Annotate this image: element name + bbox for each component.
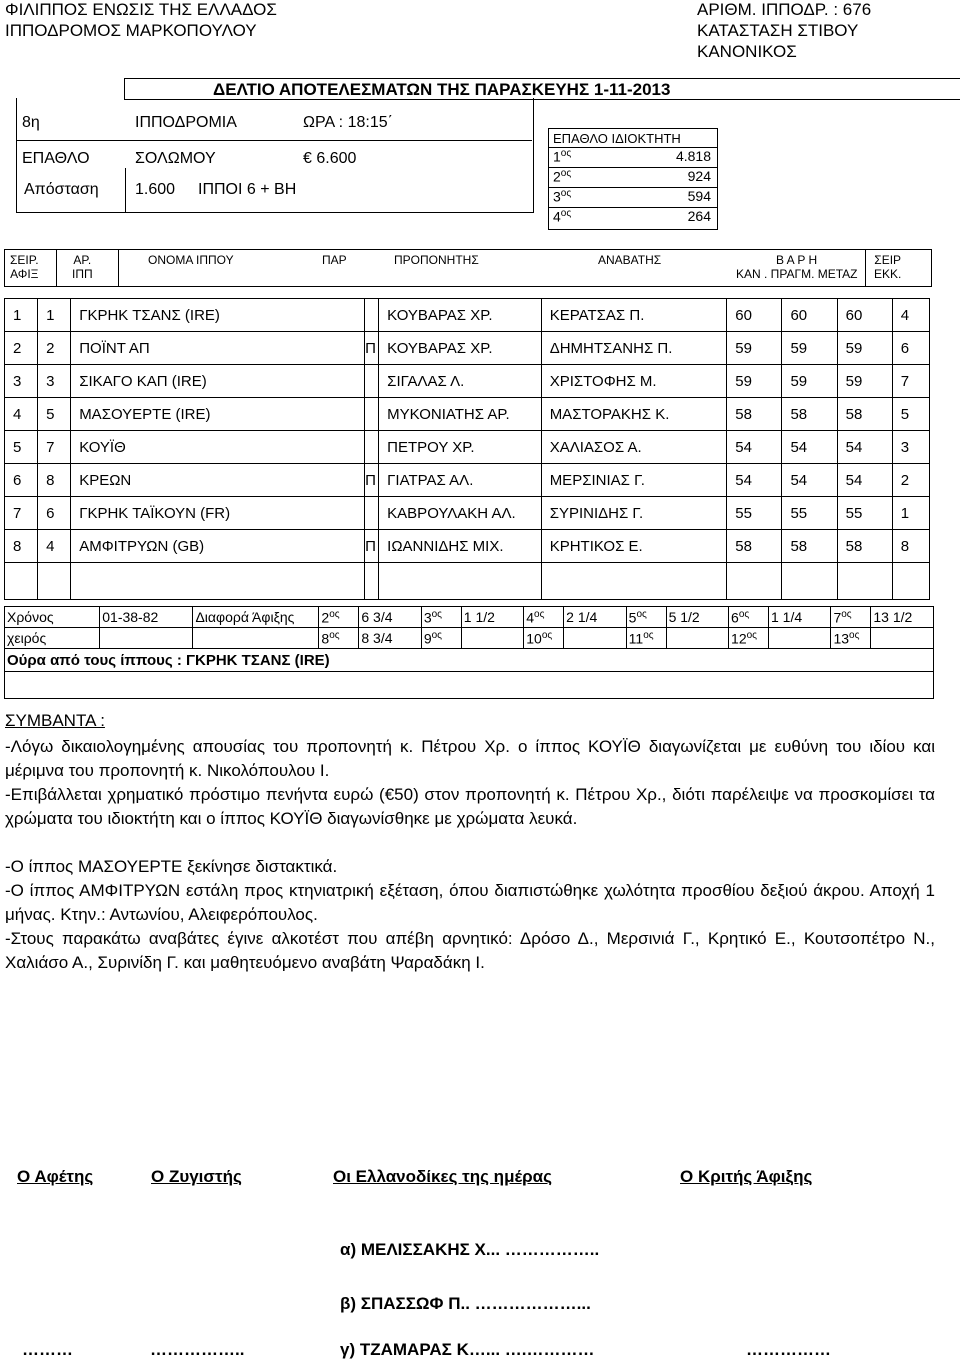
sig-judges: Οι Ελλανοδίκες της ημέρας xyxy=(333,1167,552,1186)
owner-prize-row xyxy=(553,188,711,205)
racecourse-name: ΙΠΠΟΔΡΟΜΟΣ ΜΑΡΚΟΠΟΥΛΟΥ xyxy=(5,21,257,40)
finish-judge-signature-line: …………… xyxy=(746,1340,831,1359)
empty-cell xyxy=(782,563,837,600)
trainer: ΓΙΑΤΡΑΣ ΑΛ. xyxy=(379,464,542,497)
weigher-signature-line: …………….. xyxy=(150,1340,245,1359)
margin-suffix: ος xyxy=(849,629,860,641)
jockey: ΧΡΙΣΤΟΦΗΣ Μ. xyxy=(541,365,727,398)
margin-suffix: ος xyxy=(841,608,852,620)
weight-transferred: 58 xyxy=(837,530,892,563)
margin-6 xyxy=(729,607,769,628)
time-value: 01-38-82 xyxy=(100,607,193,628)
horse-name: ΣΙΚΑΓΟ ΚΑΠ (IRE) xyxy=(71,365,365,398)
weight-nominal: 54 xyxy=(727,464,782,497)
sig-weigher: Ο Ζυγιστής xyxy=(151,1167,242,1186)
timing-table xyxy=(4,606,934,699)
track-condition-value: ΚΑΝΟΝΙΚΟΣ xyxy=(697,42,797,61)
place-suffix: ος xyxy=(560,168,572,179)
weight-nominal: 59 xyxy=(727,365,782,398)
trainer: ΠΕΤΡΟΥ ΧΡ. xyxy=(379,431,542,464)
weight-nominal: 54 xyxy=(727,431,782,464)
margin-suffix: ος xyxy=(746,629,758,641)
weight-transferred: 55 xyxy=(837,497,892,530)
margin-10 xyxy=(524,628,564,649)
event-4: -Ο ίππος ΑΜΦΙΤΡΥΩΝ εστάλη προς κτηνιατρική εξέταση, όπου διαπιστώθηκε χωλότητα προσθίου δεξιού άκρου. Αποχή 1 μήνας. Κτην.: Αντωνίου, Αλειφερόπουλος. xyxy=(5,881,935,924)
col-par: ΠΑΡ xyxy=(322,253,347,267)
owner-prize-row xyxy=(553,148,711,165)
weight-actual: 58 xyxy=(782,398,837,431)
judge-2: β) ΣΠΑΣΣΩΦ Π.. ………………... xyxy=(340,1294,591,1313)
margin-place: 10 xyxy=(526,630,542,647)
margin-4-value: 2 1/4 xyxy=(564,607,626,628)
empty-cell xyxy=(837,563,892,600)
trainer: ΣΙΓΑΛΑΣ Λ. xyxy=(379,365,542,398)
par xyxy=(365,431,379,464)
margin-suffix: ος xyxy=(643,629,654,641)
start-order: 3 xyxy=(892,431,929,464)
owner-prize-row xyxy=(553,168,711,185)
col-weights: Β Α Ρ Η ΚΑΝ . ΠΡΑΓΜ. ΜΕΤΑΖ xyxy=(736,253,858,281)
distance-label: Απόσταση xyxy=(24,181,99,198)
margin-11-value xyxy=(666,628,728,649)
judge-3: γ) ΤΖΑΜΑΡΑΣ Κ…... ….………… xyxy=(340,1340,595,1359)
weight-transferred: 58 xyxy=(837,398,892,431)
margin-place: 2 xyxy=(321,609,330,626)
event-2: -Επιβάλλεται χρηματικό πρόστιμο πενήντα ευρώ (€50) στον προπονητή κ. Πέτρου Χρ., διότι παρέλειψε να προσκομίσει τα χρώματα του ιδιοκτήτη και ο ίππος ΚΟΥΪΘ διαγωνίσθηκε με χρώματα λευκά. xyxy=(5,785,935,828)
margin-suffix: ος xyxy=(329,629,340,641)
margin-place: 12 xyxy=(731,630,747,647)
horse-name: ΓΚΡΗΚ ΤΣΑΝΣ (IRE) xyxy=(71,299,365,332)
jockey: ΚΡΗΤΙΚΟΣ Ε. xyxy=(541,530,727,563)
hand-label: χειρός xyxy=(5,628,100,649)
race-time: ΩΡΑ : 18:15΄ xyxy=(303,114,393,131)
prize-amount: 594 xyxy=(687,188,711,204)
margin-10-value xyxy=(564,628,626,649)
margin-2 xyxy=(319,607,359,628)
trainer: ΙΩΑΝΝΙΔΗΣ ΜΙΧ. xyxy=(379,530,542,563)
prize-amount: 924 xyxy=(687,168,711,184)
table-row xyxy=(5,431,930,464)
margin-6-value: 1 1/4 xyxy=(768,607,830,628)
event-5: -Στους παρακάτω αναβάτες έγινε αλκοτέστ που απέβη αρνητικό: Δρόσο Δ., Μερσινιά Γ., Κρητικό Ε., Κουτσοπέτρο Ν., Χαλιάσο Α., Συρινίδη Γ. και μαθητευόμενο αναβάτη Ψαραδάκη Ι. xyxy=(5,929,935,972)
margin-suffix: ος xyxy=(541,629,553,641)
margin-place: 3 xyxy=(423,609,432,626)
weight-transferred: 59 xyxy=(837,332,892,365)
start-order: 5 xyxy=(892,398,929,431)
jockey: ΜΑΣΤΟΡΑΚΗΣ Κ. xyxy=(541,398,727,431)
table-row xyxy=(5,365,930,398)
position: 7 xyxy=(5,497,38,530)
horse-number: 1 xyxy=(38,299,71,332)
horses-info: ΙΠΠΟΙ 6 + ΒΗ xyxy=(198,181,297,198)
place-suffix: ος xyxy=(560,148,572,159)
owner-prize-row xyxy=(553,208,711,225)
jockey: ΔΗΜΗΤΣΑΝΗΣ Π. xyxy=(541,332,727,365)
position: 5 xyxy=(5,431,38,464)
par: Π xyxy=(365,530,379,563)
results-table xyxy=(4,298,930,600)
horse-name: ΚΡΕΩΝ xyxy=(71,464,365,497)
margin-11 xyxy=(626,628,666,649)
arrival-diff-label: Διαφορά Άφιξης xyxy=(193,607,319,628)
empty-cell xyxy=(892,563,929,600)
starter-signature-line: ……… xyxy=(22,1340,73,1359)
event-1: -Λόγω δικαιολογημένης απουσίας του προπονητή κ. Πέτρου Χρ. ο ίππος ΚΟΥΪΘ διαγωνίζεται με ευθύνη του ιδίου και μέριμνα του προπονητή κ. Νικολόπουλου Ι. xyxy=(5,737,935,780)
par: Π xyxy=(365,464,379,497)
horse-number: 7 xyxy=(38,431,71,464)
empty-cell xyxy=(379,563,542,600)
margin-7 xyxy=(831,607,871,628)
owner-prize-title: ΕΠΑΘΛΟ ΙΔΙΟΚΤΗΤΗ xyxy=(553,131,681,146)
weight-actual: 54 xyxy=(782,464,837,497)
col-horse-number: ΑΡ. ΙΠΠ xyxy=(72,253,93,281)
horse-number: 3 xyxy=(38,365,71,398)
position: 2 xyxy=(5,332,38,365)
margin-place: 5 xyxy=(628,609,637,626)
track-condition-label: ΚΑΤΑΣΤΑΣΗ ΣΤΙΒΟΥ xyxy=(697,21,859,40)
start-order: 6 xyxy=(892,332,929,365)
weight-transferred: 59 xyxy=(837,365,892,398)
position: 1 xyxy=(5,299,38,332)
weight-nominal: 58 xyxy=(727,530,782,563)
weight-nominal: 55 xyxy=(727,497,782,530)
events-title: ΣΥΜΒΑΝΤΑ : xyxy=(5,711,105,730)
race-day-number: ΑΡΙΘΜ. ΙΠΠΟΔΡ. : 676 xyxy=(697,0,872,19)
place-suffix: ος xyxy=(560,208,572,219)
horse-name: ΓΚΡΗΚ ΤΑΪΚΟΥΝ (FR) xyxy=(71,497,365,530)
margin-8 xyxy=(319,628,359,649)
divider xyxy=(865,249,866,287)
start-order: 1 xyxy=(892,497,929,530)
place: 4 xyxy=(553,208,561,225)
table-row xyxy=(5,530,930,563)
place: 1 xyxy=(553,148,561,165)
weight-nominal: 58 xyxy=(727,398,782,431)
horse-number: 5 xyxy=(38,398,71,431)
margin-place: 11 xyxy=(628,630,644,647)
empty-cell xyxy=(365,563,379,600)
margin-5 xyxy=(626,607,666,628)
margin-12 xyxy=(729,628,769,649)
empty-cell xyxy=(71,563,365,600)
par xyxy=(365,497,379,530)
empty-cell xyxy=(38,563,71,600)
col-start: ΣΕΙΡ ΕΚΚ. xyxy=(874,253,902,281)
horse-number: 4 xyxy=(38,530,71,563)
divider xyxy=(125,168,126,212)
weight-actual: 59 xyxy=(782,365,837,398)
margin-2-value: 6 3/4 xyxy=(359,607,421,628)
horse-name: ΠΟΪΝΤ ΑΠ xyxy=(71,332,365,365)
margin-suffix: ος xyxy=(329,608,340,620)
weight-nominal: 60 xyxy=(727,299,782,332)
margin-9 xyxy=(421,628,461,649)
prize-amount: € 6.600 xyxy=(303,150,357,167)
place: 3 xyxy=(553,188,561,205)
race-label: ΙΠΠΟΔΡΟΜΙΑ xyxy=(135,114,237,131)
jockey: ΣΥΡΙΝΙΔΗΣ Γ. xyxy=(541,497,727,530)
col-position: ΣΕΙΡ. ΑΦΙΞ xyxy=(10,253,39,281)
col-jockey: ΑΝΑΒΑΤΗΣ xyxy=(598,253,662,267)
distance-value: 1.600 xyxy=(135,181,176,198)
margin-4 xyxy=(524,607,564,628)
bulletin-title: ΔΕΛΤΙΟ ΑΠΟΤΕΛΕΣΜΑΤΩΝ ΤΗΣ ΠΑΡΑΣΚΕΥΗΣ 1-11-2013 xyxy=(213,80,671,99)
jockey: ΜΕΡΣΙΝΙΑΣ Γ. xyxy=(541,464,727,497)
divider xyxy=(56,249,57,287)
last-place-note: Ούρα από τους ίππους : ΓΚΡΗΚ ΤΣΑΝΣ (IRE) xyxy=(5,649,934,672)
margin-9-value xyxy=(461,628,523,649)
margin-3 xyxy=(421,607,461,628)
trainer: ΚΟΥΒΑΡΑΣ ΧΡ. xyxy=(379,299,542,332)
judge-1: α) ΜΕΛΙΣΣΑΚΗΣ Χ... …………….. xyxy=(340,1240,600,1259)
horse-name: ΑΜΦΙΤΡΥΩΝ (GB) xyxy=(71,530,365,563)
trainer: ΚΑΒΡΟΥΛΑΚΗ ΑΛ. xyxy=(379,497,542,530)
jockey: ΚΕΡΑΤΣΑΣ Π. xyxy=(541,299,727,332)
horse-number: 8 xyxy=(38,464,71,497)
margin-7-value: 13 1/2 xyxy=(871,607,934,628)
margin-3-value: 1 1/2 xyxy=(461,607,523,628)
start-order: 8 xyxy=(892,530,929,563)
par xyxy=(365,398,379,431)
weight-actual: 60 xyxy=(782,299,837,332)
divider xyxy=(16,140,532,141)
weight-actual: 58 xyxy=(782,530,837,563)
table-row xyxy=(5,464,930,497)
place: 2 xyxy=(553,168,561,185)
weight-transferred: 54 xyxy=(837,464,892,497)
margin-place: 4 xyxy=(526,609,535,626)
prize-amount: 4.818 xyxy=(675,148,711,164)
margin-suffix: ος xyxy=(738,608,750,620)
weight-actual: 55 xyxy=(782,497,837,530)
federation-name: ΦΙΛΙΠΠΟΣ ΕΝΩΣΙΣ ΤΗΣ ΕΛΛΑΔΟΣ xyxy=(5,0,277,19)
position: 3 xyxy=(5,365,38,398)
empty-cell xyxy=(541,563,727,600)
margin-suffix: ος xyxy=(431,608,443,620)
horse-number: 2 xyxy=(38,332,71,365)
start-order: 2 xyxy=(892,464,929,497)
col-horse-name: ΟΝΟΜΑ ΙΠΠΟΥ xyxy=(148,253,234,267)
col-trainer: ΠΡΟΠΟΝΗΤΗΣ xyxy=(394,253,479,267)
weight-nominal: 59 xyxy=(727,332,782,365)
timing-spacer xyxy=(5,672,934,699)
weight-transferred: 60 xyxy=(837,299,892,332)
margin-place: 7 xyxy=(833,609,842,626)
margin-13-value xyxy=(871,628,934,649)
place-suffix: ος xyxy=(560,188,572,199)
trainer: ΜΥΚΟΝΙΑΤΗΣ ΑΡ. xyxy=(379,398,542,431)
par xyxy=(365,299,379,332)
margin-5-value: 5 1/2 xyxy=(666,607,728,628)
margin-13 xyxy=(831,628,871,649)
margin-12-value xyxy=(768,628,830,649)
margin-suffix: ος xyxy=(636,608,647,620)
position: 8 xyxy=(5,530,38,563)
margin-place: 8 xyxy=(321,630,330,647)
trainer: ΚΟΥΒΑΡΑΣ ΧΡ. xyxy=(379,332,542,365)
empty-cell xyxy=(5,563,38,600)
position: 4 xyxy=(5,398,38,431)
horse-name: ΜΑΣΟΥΕΡΤΕ (IRE) xyxy=(71,398,365,431)
event-3: -Ο ίππος ΜΑΣΟΥΕΡΤΕ ξεκίνησε διστακτικά. xyxy=(5,857,338,876)
table-row xyxy=(5,497,930,530)
table-row xyxy=(5,398,930,431)
margin-place: 13 xyxy=(833,630,850,647)
par xyxy=(365,365,379,398)
race-number: 8η xyxy=(22,114,40,131)
margin-suffix: ος xyxy=(534,608,545,620)
horse-name: ΚΟΥΪΘ xyxy=(71,431,365,464)
jockey: ΧΑΛΙΑΣΟΣ Α. xyxy=(541,431,727,464)
divider xyxy=(118,249,119,287)
prize-name: ΣΟΛΩΜΟΥ xyxy=(135,150,216,167)
weight-actual: 59 xyxy=(782,332,837,365)
start-order: 4 xyxy=(892,299,929,332)
par: Π xyxy=(365,332,379,365)
weight-transferred: 54 xyxy=(837,431,892,464)
prize-label: ΕΠΑΘΛΟ xyxy=(22,150,90,167)
position: 6 xyxy=(5,464,38,497)
table-row xyxy=(5,299,930,332)
table-row xyxy=(5,332,930,365)
table-row-empty xyxy=(5,563,930,600)
sig-finish-judge: Ο Κριτής Άφιξης xyxy=(680,1167,813,1186)
weight-actual: 54 xyxy=(782,431,837,464)
prize-amount: 264 xyxy=(687,208,711,224)
start-order: 7 xyxy=(892,365,929,398)
horse-number: 6 xyxy=(38,497,71,530)
margin-8-value: 8 3/4 xyxy=(359,628,421,649)
sig-starter: Ο Αφέτης xyxy=(17,1167,94,1186)
time-label: Χρόνος xyxy=(5,607,100,628)
margin-suffix: ος xyxy=(431,629,443,641)
margin-place: 6 xyxy=(731,609,739,626)
margin-place: 9 xyxy=(423,630,432,647)
empty-cell xyxy=(727,563,782,600)
